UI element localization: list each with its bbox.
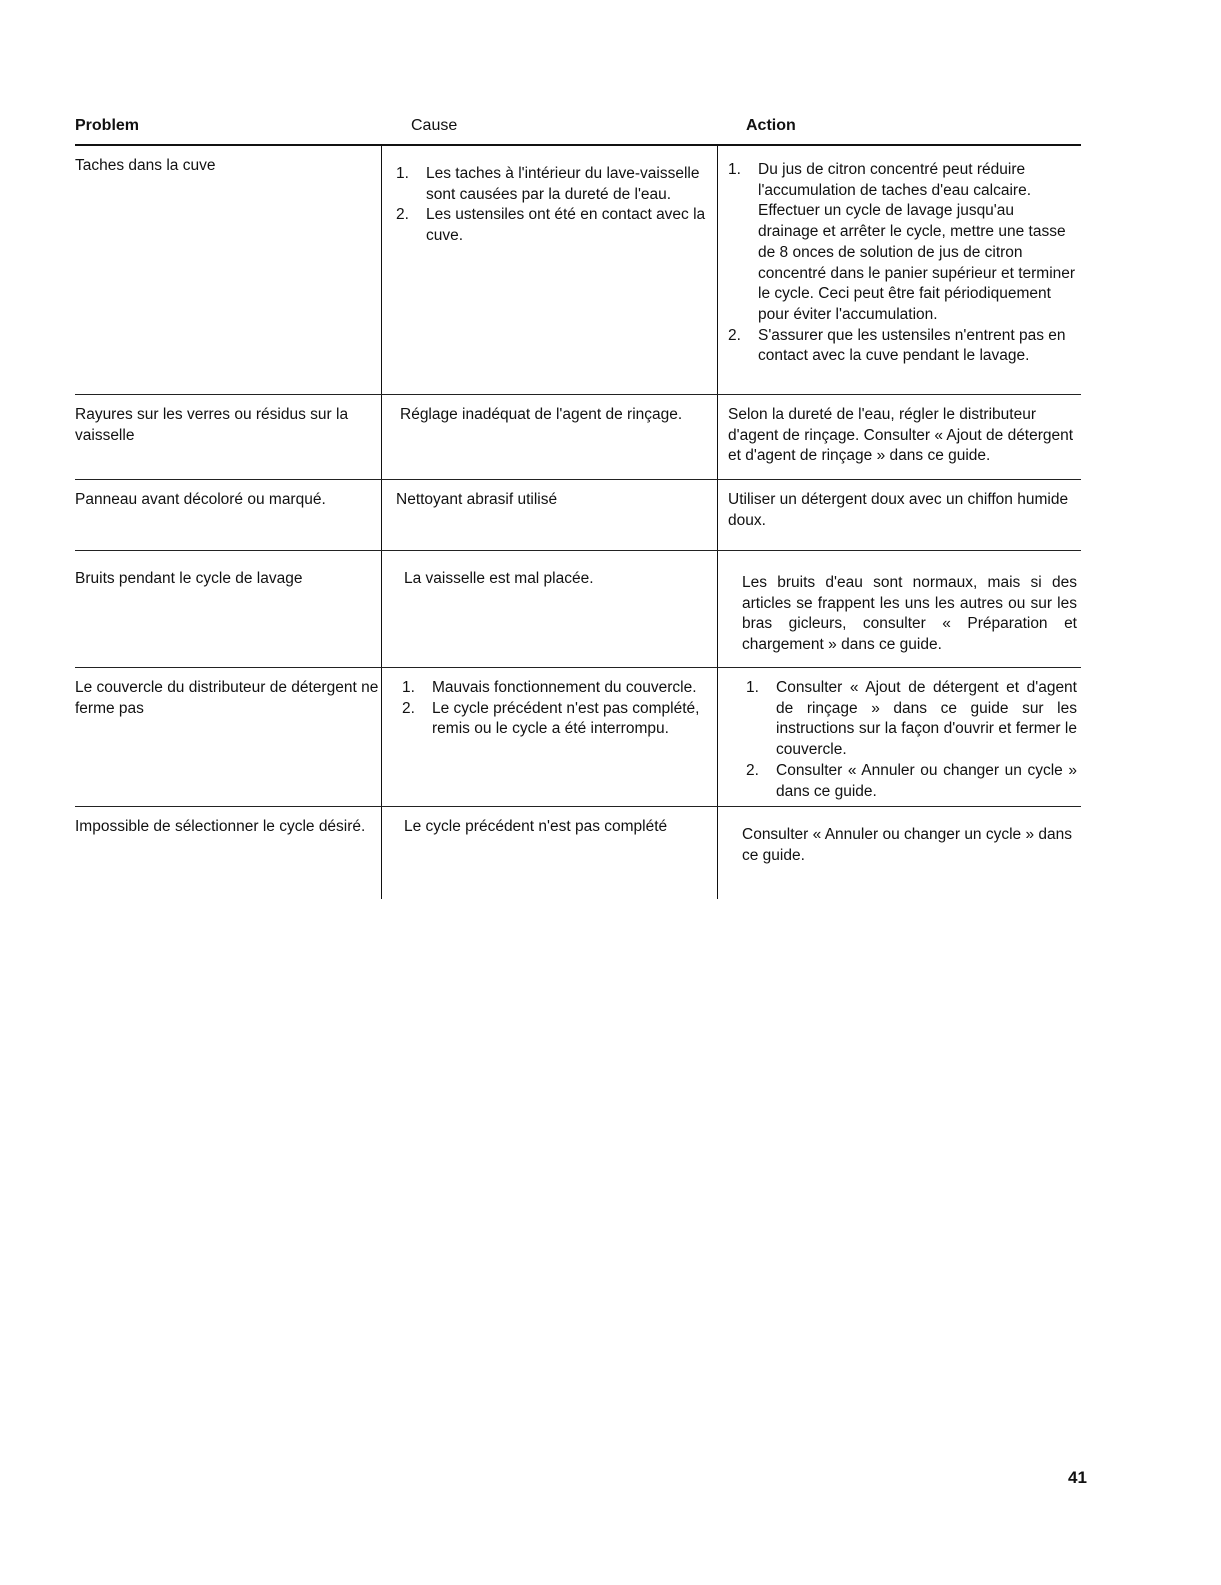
cause-cell [381,146,717,394]
list-item: 1. Mauvais fonctionnement du couvercle. [402,679,697,696]
cause-cell [381,480,717,550]
cause-cell [381,395,717,479]
header-cause: Cause [411,117,458,134]
list-item: 2. Consulter « Annuler ou changer un cycle » dans ce guide. [746,761,1077,800]
problem-text: Panneau avant décoloré ou marqué. [75,491,326,508]
action-text: Consulter « Annuler ou changer un cycle » dans ce guide. [742,826,1073,864]
table-row [75,668,1081,807]
problem-text: Taches dans la cuve [75,157,216,174]
list-item: 2. S'assurer que les ustensiles n'entrent pas en contact avec la cuve pendant le lavage. [728,326,1066,365]
table-row [75,146,1081,395]
table-header [75,112,1081,146]
action-text: Utiliser un détergent doux avec un chiffon humide doux. [728,491,1069,529]
cause-text: Réglage inadéquat de l'agent de rinçage. [400,406,683,423]
header-problem: Problem [75,117,140,134]
problem-text: Impossible de sélectionner le cycle désiré. [75,818,366,835]
problem-text: Le couvercle du distributeur de détergent ne ferme pas [75,679,379,717]
problem-cell [75,146,381,394]
action-text: Selon la dureté de l'eau, régler le distributeur d'agent de rinçage. Consulter « Ajout de détergent et d'agent de rinçage » dans ce guide. [728,406,1074,465]
list-item: 1. Du jus de citron concentré peut réduire l'accumulation de taches d'eau calcaire. Effectuer un cycle de lavage jusqu'au drainage et arrêter le cycle, mettre une tasse de 8 onces de solution de jus de citron concentré dans le panier supérieur et terminer le cycle. Ceci peut être fait périodiquement pour éviter l'accumulation. [728,161,1076,323]
table-row [75,551,1081,668]
cause-list [402,678,709,740]
problem-cell [75,551,381,667]
table-row [75,395,1081,480]
problem-text: Bruits pendant le cycle de lavage [75,570,303,587]
problem-cell [75,480,381,550]
problem-cell [75,807,381,899]
action-cell [717,480,1081,550]
cause-text: Le cycle précédent n'est pas complété [404,818,668,835]
list-item: 1. Consulter « Ajout de détergent et d'agent de rinçage » dans ce guide sur les instructions sur la façon d'ouvrir et fermer le couvercle. [746,679,1077,759]
action-cell [717,146,1081,394]
action-cell [717,668,1081,806]
page-number: 41 [1068,1468,1087,1487]
cause-list [396,164,709,247]
action-list [728,160,1077,367]
list-item: 1. Les taches à l'intérieur du lave-vaisselle sont causées par la dureté de l'eau. [396,165,700,203]
cause-text: Nettoyant abrasif utilisé [396,491,558,508]
cause-cell [381,551,717,667]
list-item: 2. Les ustensiles ont été en contact avec la cuve. [396,206,706,245]
table-row [75,480,1081,551]
cause-cell [381,807,717,899]
action-cell [717,551,1081,667]
problem-text: Rayures sur les verres ou résidus sur la vaisselle [75,406,349,444]
action-list [746,678,1077,802]
problem-cell [75,668,381,806]
problem-cell [75,395,381,479]
cause-cell [381,668,717,806]
troubleshooting-table [75,146,1081,899]
action-cell [717,807,1081,899]
list-item: 2. Le cycle précédent n'est pas complété, remis ou le cycle a été interrompu. [402,699,700,738]
cause-text: La vaisselle est mal placée. [404,570,594,587]
table-row [75,807,1081,899]
action-text: Les bruits d'eau sont normaux, mais si des articles se frappent les uns les autres ou sur les bras gicleurs, consulter « Préparation et chargement » dans ce guide. [742,574,1077,654]
action-cell [717,395,1081,479]
header-action: Action [746,117,796,134]
